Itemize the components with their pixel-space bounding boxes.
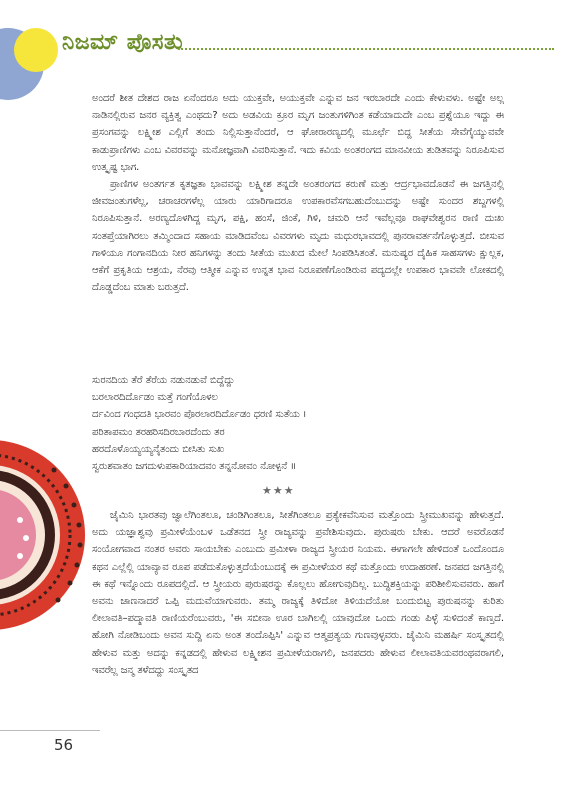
poem-line: ಬರಲಾರದಿರ್ದೊಡಂ ಮತ್ತೆ ಗಂಗೆಯೊಳಲ bbox=[92, 392, 218, 404]
poem-line: ಸ್ವರುಶವಾತಂ ಜಗದುಳುಪಕಾರಿಯಾದವಂ ತನ್ನನೋವಂ ನೋಳ್ಪನೆ ॥ bbox=[92, 461, 297, 473]
article-body-bottom bbox=[92, 497, 504, 689]
section-separator-stars: ★★★ bbox=[262, 484, 295, 497]
page-number: 56 bbox=[54, 736, 74, 754]
decorative-folk-art bbox=[0, 420, 90, 650]
article-body-top bbox=[92, 90, 504, 296]
magazine-title: ನಿಜಮ್ ಪೊಸತು bbox=[62, 30, 184, 55]
paragraph-1: ಅಂದರೆ ಶೀತ ದೇಶದ ರಾಜ ಏನೆಂದರೂ ಅದು ಯುಕ್ತವೇ, ಅಯುಕ್ತವೇ ಎನ್ನುವ ಜನ ಇರಬಾರದೇ ಎಂದು ಕೇಳುವಳು. ಅಷ್ಟೇ ಅಲ್ಲ ನಾಡಿನಲ್ಲಿರುವ ಜನರ ವ್ಯಕ್ತಿತ್ವ ಎಂಥದು? ಅದು ಅಡವಿಯ ಕ್ರೂರ ಮೃಗ ಜಂತುಗಳಿಗಿಂತ ಕಡೆಯಾದುದೇ ಎಂಬ ಪ್ರಶ್ನೆಯೂ ಇದ್ದು ಈ ಪ್ರಸಂಗವನ್ನು ಲಕ್ಷ್ಮೀಶ ಎಲ್ಲಿಗೆ ತಂದು ನಿಲ್ಲಿಸುತ್ತಾನೆಂದರೆ, ಆ ಘೋರಾರಣ್ಯದಲ್ಲಿ ಮೂರ್ಛೆ ಬಿದ್ದ ಸೀತೆಯ ಸೇವೆಗೈಯ್ಯುವವೇ ಕಾಡುಪ್ರಾಣಿಗಳು ಎಂಬ ವಿವರವನ್ನು ಮನೋಜ್ಞವಾಗಿ ವಿವರಿಸುತ್ತಾನೆ. ಇದು ಕವಿಯ ಅಂತರಂಗದ ಮಾನವೀಯ ತುಡಿತವನ್ನು ನಿರೂಪಿಸುವ ಉತ್ಕೃಷ್ಟ ಭಾಗ. bbox=[92, 93, 504, 173]
poem-block bbox=[92, 372, 504, 475]
yellow-corner-circle bbox=[14, 28, 58, 72]
footer-rule bbox=[0, 730, 100, 731]
poem-line: ಸುರನದಿಯ ತೆರೆ ತೆರೆಯ ನಡುನಡುವೆ ಬಿದ್ದೆದ್ದು bbox=[92, 375, 235, 386]
header-dotted-rule bbox=[178, 48, 554, 50]
paragraph-3: ಜೈಮಿನಿ ಭಾರತವು ಜ್ವಾಲೆಗಿಂತಲೂ, ಚಂಡಿಗಿಂತಲೂ, ಸೀತೆಗಿಂತಲೂ ಪ್ರತ್ಯೇಕವೆನಿಸುವ ಮತ್ತೊಂದು ಸ್ತ್ರೀಮುಖವನ್ನು ಹೇಳುತ್ತದೆ. ಅದು ಯಜ್ಞಾಶ್ವವು ಪ್ರಮೀಳೆಯೆಂಬಳ ಒಡೆತನದ ಸ್ತ್ರೀ ರಾಜ್ಯವನ್ನು ಪ್ರವೇಶಿಸುವುದು. ಪುರುಷರು ಬೇಕು. ಆದರೆ ಅವರೊಡನೆ ಸಂಯೋಗವಾದ ನಂತರ ಅವರು ಸಾಯಬೇಕು ಎಂಬುದು ಪ್ರಮೀಳಾ ರಾಜ್ಯದ ಸ್ತ್ರೀಯರ ನಿಯಮ. ಈಗಾಗಲೇ ಹೇಳಿದಂತೆ ಒಂದೊಂದೂ ಕಥನ ಎಲ್ಲೆಲ್ಲಿ ಯಾವ್ಯಾವ ರೂಪ ಪಡೆದುಕೊಳ್ಳುತ್ತದೆಯೆಂಬುದಕ್ಕೆ ಈ ಪ್ರಮೀಳೆಯರ ಕಥೆ ಮತ್ತೊಂದು ಉದಾಹರಣೆ. ಜನಪದ ಜಗತ್ತಿನಲ್ಲಿ ಈ ಕಥೆ ಇನ್ನೊಂದು ರೂಪದಲ್ಲಿದೆ. ಆ ಸ್ತ್ರೀಯರು ಪುರುಷರನ್ನು ಕೊಲ್ಲಲು ಹೋಗುವುದಿಲ್ಲ. ಬುದ್ಧಿಶಕ್ತಿಯನ್ನು ಪರಿಶೀಲಿಸುವವರು. ಹಾಗೆ ಅವನು ಜಾಣನಾದರೆ ಒಪ್ಪಿ ಮದುವೆಯಾಗುವರು. ತಮ್ಮ ರಾಜ್ಯಕ್ಕೆ ತಿಳಿದೋ ತಿಳಿಯದೆಯೋ ಬಂದುಬಿಟ್ಟ ಪುರುಷನನ್ನು ಕುರಿತು ಲೀಲಾವತಿ–ಪದ್ಮಾವತಿ ರಾಣಿಯರೆಂಬುವರು, 'ಈ ಸಬೀನಾ ಊರ ಬಾಗಿಲಲ್ಲಿ ಯಾವುದೋ ಒಂದು ಗಂಡು ಪಿಳ್ಳೆ ಸುಳಿದಂತೆ ಕಾಣ್ತದೆ. ಹೋಗಿ ನೋಡಿಬಂದು ಅವನ ಸುದ್ದಿ ಏನು ಅಂತ ತಂದೊಪ್ಪಿಸಿ' ಎನ್ನುವ ಆತ್ಮಪ್ರತ್ಯಯ ಗುಣವುಳ್ಳವರು. ಜೈಮಿನಿ ಮಹರ್ಷಿ ಸಂಸ್ಕೃತದಲ್ಲಿ ಹೇಳುವ ಮತ್ತು ಅದನ್ನು ಕನ್ನಡದಲ್ಲಿ ಹೇಳುವ ಲಕ್ಷ್ಮೀಶನ ಪ್ರಮೀಳೆಯರಾಗಲಿ, ಜನಪದರು ಹೇಳುವ ಲೀಲಾವತಿಯವರಂಥವರಾಗಲಿ, ಇವರೆಲ್ಲ ಜನ್ಮ ತಳೆದದ್ದು ಸಂಸ್ಕೃತದ bbox=[92, 509, 504, 676]
poem-line: ಹರದೊಳೊಯ್ಯಯ್ಯನೈತಂದು ಬೀಸಿತು ಸುಖ bbox=[92, 443, 225, 455]
paragraph-2: ಪ್ರಾಣಿಗಳ ಅಂತರ್ಗತ ಕೃತಜ್ಞತಾ ಭಾವವನ್ನು ಲಕ್ಷ್ಮೀಶ ತನ್ನದೇ ಅಂತರಂಗದ ಕರುಣೆ ಮತ್ತು ಆರ್ದ್ರಭಾವದೊಡನೆ ಈ ಜಗತ್ತಿನಲ್ಲಿ ಜೀವಜಂತುಗಳೆಲ್ಲ, ಚರಾಚರಗಳೆಲ್ಲ ಯಾರು ಯಾರಿಗಾದರೂ ಉಪಕಾರವೆಸಗಬಹುದೆಂಬುದನ್ನು ಅಷ್ಟೇ ಸುಂದರ ಶಬ್ದಗಳಲ್ಲಿ ನಿರೂಪಿಸುತ್ತಾನೆ. ಅರಣ್ಯದೊಳಗಿದ್ದ ಮೃಗ, ಪಕ್ಷಿ, ಹಂಸೆ, ಜಿಂಕೆ, ಗಿಳಿ, ಚಮರಿ ಆನೆ ಇವೆಲ್ಲವೂ ರಾಘವೇಶ್ವರನ ರಾಣಿ ದುಃಖ ಸಂತಪ್ತೆಯಾಗಿರಲು ತಮ್ಮಿಂದಾದ ಸಹಾಯ ಮಾಡಿದವೆಂಬ ವಿವರಗಳು ಮೃದು ಮಧುರಭಾವದಲ್ಲಿ ಪುನರಾವರ್ತನೆಗೊಳ್ಳುತ್ತದೆ. ಬೀಸುವ ಗಾಳಿಯೂ ಗಂಗಾನದಿಯ ನೀರ ಹನಿಗಳನ್ನು ತಂದು ಸೀತೆಯ ಮುಖದ ಮೇಲೆ ಸಿಂಪಡಿಸಿತಂತೆ. ಮನುಷ್ಯರ ದೈಹಿಕ ಸಾಹಸಗಳು ಕ್ಷುಲ್ಲಕ, ಆಕೆಗೆ ಪ್ರಕೃತಿಯ ಆಶ್ರಯ, ನೆರವು ಆತ್ಮೀಕ ಎನ್ನುವ ಉನ್ನತ ಭಾವ ನಿರೂಪಣೆಗೊಂಡಿರುವ ಪದ್ಯದಲ್ಲೇ ಉಪಕಾರ ಭಾವವೇ ಲೋಕದಲ್ಲಿ ದೊಡ್ಡದೆಂಬ ಮಾತು ಬರುತ್ತದೆ. bbox=[92, 179, 504, 294]
poem-line: ಪರಿತಾಪಮಂ ತರಹರಿಸದಿರಬಾರದೆಂದು ತರ bbox=[92, 426, 225, 438]
folk-art-icon bbox=[0, 420, 90, 650]
poem-line: ರ್ದವಿಂದ ಗಂಧದತಿ ಭಾರವಂ ಪೊರಲಾರದಿರ್ದೊಡಂ ಧರಣಿ ಸುತೆಯ । bbox=[92, 409, 307, 421]
